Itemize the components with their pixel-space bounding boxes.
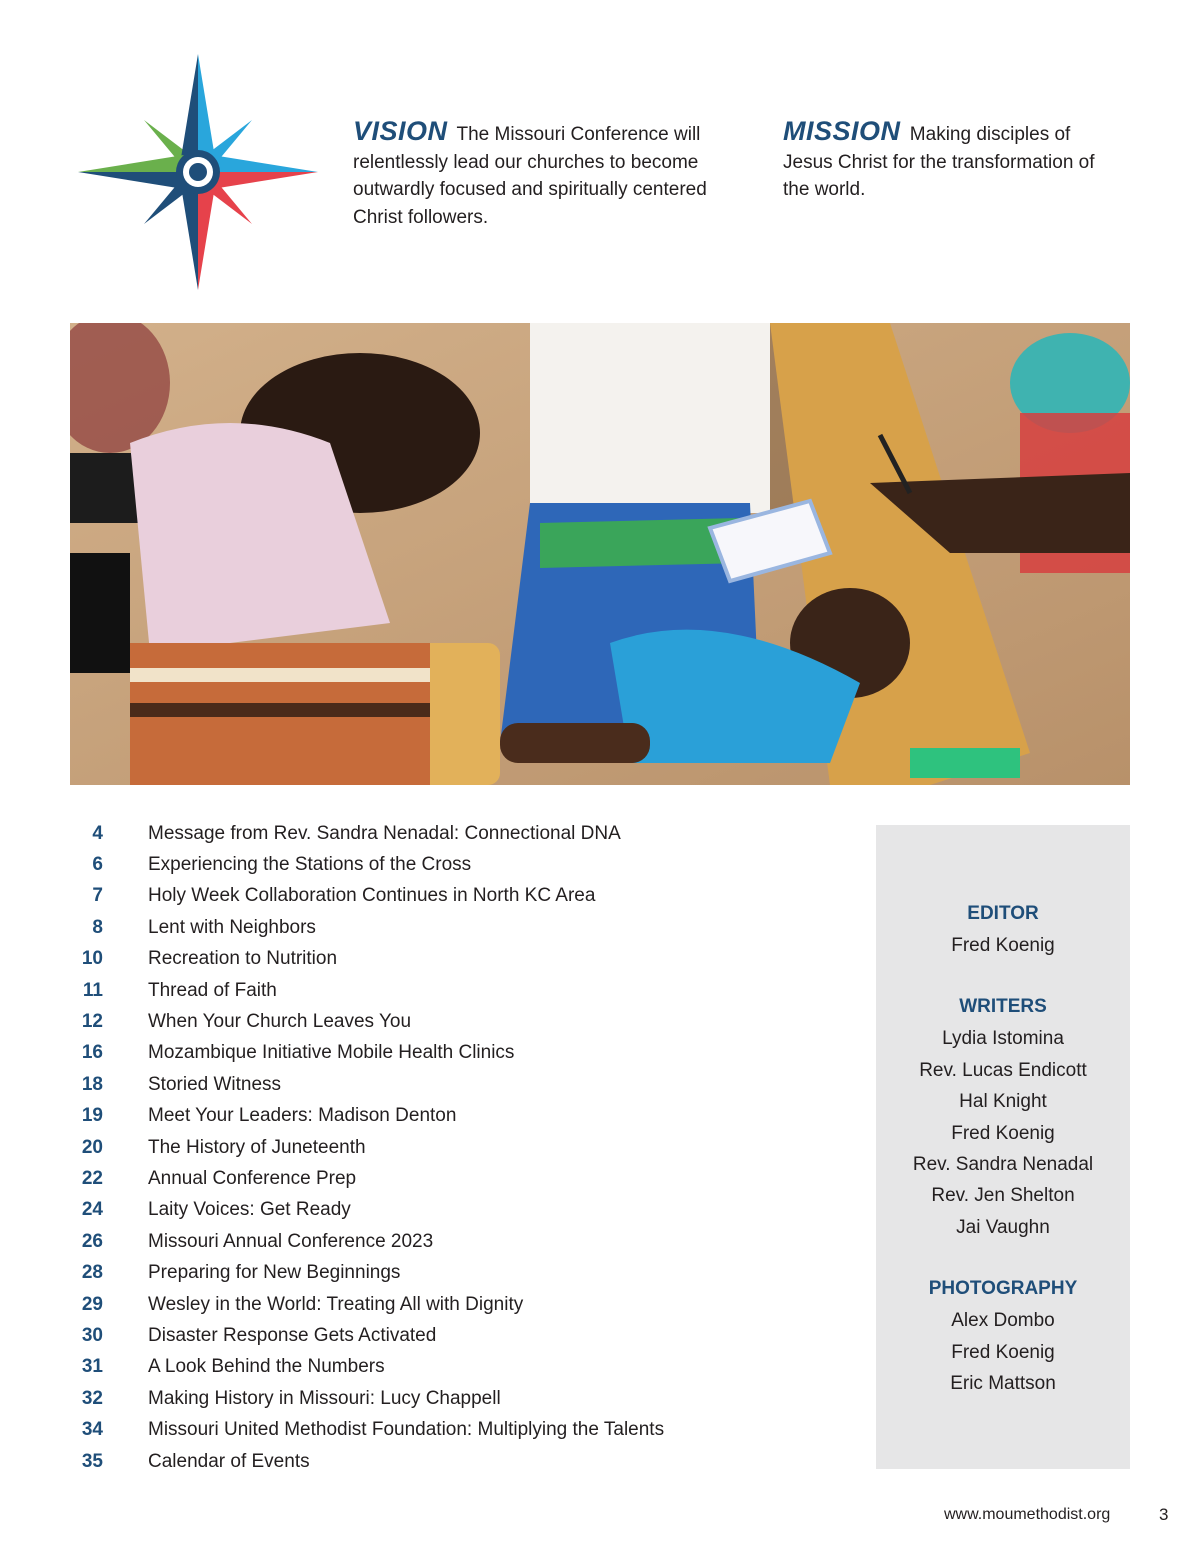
toc-title: When Your Church Leaves You (148, 1011, 412, 1033)
toc-page-number: 34 (81, 1419, 103, 1441)
toc-page-number: 12 (81, 1011, 103, 1033)
editor-heading: EDITOR (967, 903, 1039, 924)
toc-title: Annual Conference Prep (148, 1167, 357, 1189)
toc-page-number: 35 (81, 1450, 103, 1472)
mission-statement (783, 118, 1113, 204)
toc-title: Holy Week Collaboration Continues in North KC Area (148, 885, 596, 907)
toc-entry (70, 1163, 850, 1194)
credits-panel (876, 825, 1130, 1469)
toc-page-number: 19 (81, 1105, 103, 1127)
page-number: 3 (1159, 1505, 1169, 1524)
toc-page-number: 28 (81, 1262, 103, 1284)
toc-page-number: 24 (81, 1199, 103, 1221)
toc-title: Missouri United Methodist Foundation: Multiplying the Talents (148, 1419, 665, 1441)
toc-page-number: 30 (81, 1324, 103, 1346)
mission-keyword: MISSION (783, 116, 901, 146)
toc-page-number: 31 (81, 1356, 103, 1378)
feature-photo (70, 323, 1130, 785)
toc-title: The History of Juneteenth (148, 1136, 366, 1158)
credit-name: Fred Koenig (951, 1122, 1055, 1144)
toc-page-number: 4 (92, 822, 103, 844)
toc-title: Wesley in the World: Treating All with Dignity (148, 1293, 524, 1315)
compass-star-logo (76, 52, 320, 292)
toc-page-number: 16 (81, 1042, 103, 1064)
toc-entry (70, 1038, 850, 1069)
toc-entry (70, 1289, 850, 1320)
toc-title: Mozambique Initiative Mobile Health Clinics (148, 1042, 515, 1064)
toc-entry (70, 1320, 850, 1351)
toc-entry (70, 1006, 850, 1037)
toc-entry (70, 912, 850, 943)
toc-entry (70, 1446, 850, 1477)
vision-keyword: VISION (353, 116, 448, 146)
toc-entry (70, 1101, 850, 1132)
credit-name: Lydia Istomina (942, 1028, 1064, 1050)
toc-title: Thread of Faith (148, 979, 277, 1001)
toc-title: Calendar of Events (148, 1450, 310, 1472)
toc-entry (70, 975, 850, 1006)
toc-entry (70, 881, 850, 912)
toc-entry (70, 1069, 850, 1100)
footer-url[interactable]: www.moumethodist.org (944, 1506, 1111, 1523)
toc-title: Meet Your Leaders: Madison Denton (148, 1105, 457, 1127)
toc-entry (70, 1414, 850, 1445)
toc-title: Recreation to Nutrition (148, 948, 338, 970)
toc-page-number: 29 (81, 1293, 103, 1315)
toc-title: Message from Rev. Sandra Nenadal: Connectional DNA (148, 822, 621, 844)
toc-entry (70, 1257, 850, 1288)
toc-title: Laity Voices: Get Ready (148, 1199, 351, 1221)
toc-title: A Look Behind the Numbers (148, 1356, 385, 1378)
toc-page-number: 8 (92, 916, 103, 938)
toc-title: Storied Witness (148, 1073, 282, 1095)
toc-title: Making History in Missouri: Lucy Chappell (148, 1387, 501, 1409)
toc-page-number: 7 (92, 885, 103, 907)
toc-page-number: 22 (81, 1167, 103, 1189)
credit-name: Jai Vaughn (956, 1216, 1050, 1238)
vision-text: The Missouri Conference will relentlessly lead our churches to become outwardly focused and spiritually centered Christ followers. (353, 124, 707, 228)
writers-heading: WRITERS (959, 996, 1047, 1018)
toc-page-number: 20 (81, 1136, 103, 1158)
toc-title: Preparing for New Beginnings (148, 1262, 401, 1284)
photography-heading: PHOTOGRAPHY (928, 1278, 1078, 1300)
credit-name: Eric Mattson (950, 1372, 1056, 1394)
toc-entry (70, 1132, 850, 1163)
compass-star-icon (76, 52, 320, 292)
toc-entry (70, 1195, 850, 1226)
toc-page-number: 26 (81, 1230, 103, 1252)
mission-text: Making disciples of Jesus Christ for the transformation of the world. (783, 124, 1095, 200)
photographers-list (876, 1305, 1130, 1399)
toc-page-number: 32 (81, 1387, 103, 1409)
toc-entry (70, 818, 850, 849)
credit-name: Rev. Lucas Endicott (919, 1059, 1087, 1081)
credit-name: Alex Dombo (951, 1310, 1055, 1332)
toc-page-number: 6 (92, 854, 103, 876)
credit-name: Rev. Jen Shelton (931, 1185, 1075, 1207)
credit-name: Fred Koenig (951, 1341, 1055, 1363)
toc-entry (70, 1352, 850, 1383)
editors-list (876, 930, 1130, 961)
toc-title: Disaster Response Gets Activated (148, 1324, 437, 1346)
writers-list (876, 1023, 1130, 1243)
credit-name: Rev. Sandra Nenadal (912, 1153, 1094, 1175)
toc-title: Missouri Annual Conference 2023 (148, 1230, 434, 1252)
toc-title: Lent with Neighbors (148, 916, 316, 938)
toc-entry (70, 944, 850, 975)
toc-page-number: 18 (81, 1073, 103, 1095)
vision-statement (353, 118, 733, 231)
toc-page-number: 11 (82, 979, 103, 1001)
toc-entry (70, 1226, 850, 1257)
toc-page-number: 10 (81, 948, 103, 970)
credit-name: Fred Koenig (951, 935, 1055, 956)
toc-entry (70, 849, 850, 880)
toc-entry (70, 1383, 850, 1414)
credit-name: Hal Knight (959, 1091, 1047, 1113)
table-of-contents (70, 818, 850, 1477)
toc-title: Experiencing the Stations of the Cross (148, 854, 472, 876)
